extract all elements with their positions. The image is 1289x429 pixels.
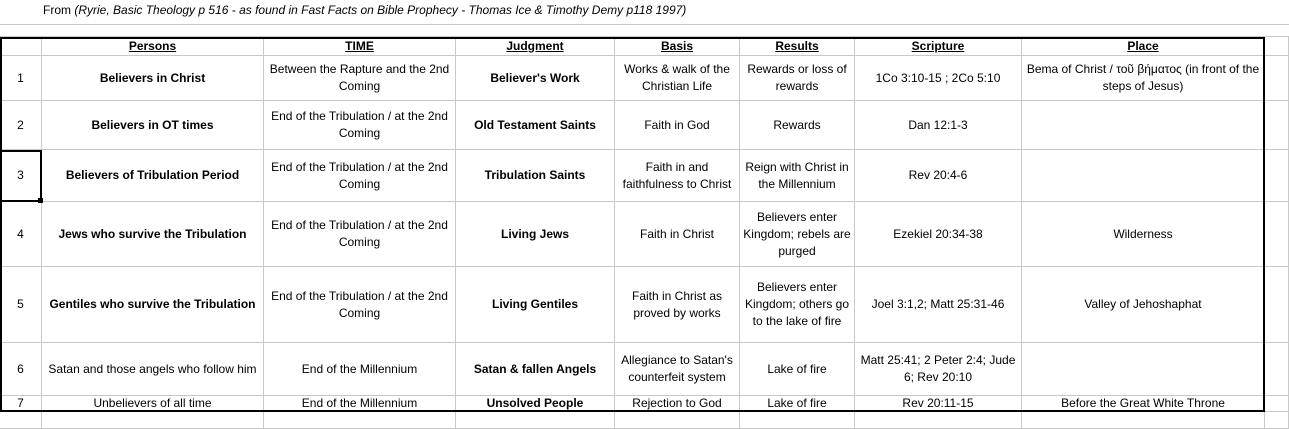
blank-row[interactable] — [0, 25, 1289, 37]
cell-n[interactable]: 6 — [0, 343, 42, 396]
cell-place[interactable]: Valley of Jehoshaphat — [1022, 267, 1265, 343]
empty-cell[interactable] — [1265, 267, 1289, 343]
cell-basis[interactable]: Faith in and faithfulness to Christ — [615, 150, 740, 202]
cell-persons[interactable]: Satan and those angels who follow him — [42, 343, 264, 396]
cell-n[interactable]: 4 — [0, 202, 42, 267]
cell-persons[interactable]: Believers in OT times — [42, 101, 264, 150]
cell-basis[interactable]: Works & walk of the Christian Life — [615, 56, 740, 101]
header-scripture[interactable]: Scripture — [855, 37, 1022, 56]
cell-scripture[interactable]: Dan 12:1-3 — [855, 101, 1022, 150]
cell-time[interactable]: End of the Tribulation / at the 2nd Coming — [264, 150, 456, 202]
cell-time[interactable]: End of the Millennium — [264, 396, 456, 412]
cell-place[interactable] — [1022, 150, 1265, 202]
empty-cell[interactable] — [855, 412, 1022, 429]
cell-time[interactable]: End of the Millennium — [264, 343, 456, 396]
fill-handle[interactable] — [38, 198, 43, 203]
cell-results[interactable]: Believers enter Kingdom; rebels are purged — [740, 202, 855, 267]
empty-cell[interactable] — [0, 412, 42, 429]
empty-cell[interactable] — [615, 412, 740, 429]
empty-cell[interactable] — [264, 412, 456, 429]
cell-judgment[interactable]: Unsolved People — [456, 396, 615, 412]
cell-judgment[interactable]: Old Testament Saints — [456, 101, 615, 150]
cell-results[interactable]: Rewards or loss of rewards — [740, 56, 855, 101]
header-cell-empty[interactable] — [1265, 37, 1289, 56]
empty-cell[interactable] — [1265, 343, 1289, 396]
header-judgment[interactable]: Judgment — [456, 37, 615, 56]
cell-basis[interactable]: Allegiance to Satan's counterfeit system — [615, 343, 740, 396]
cell-n[interactable]: 1 — [0, 56, 42, 101]
cell-persons[interactable]: Gentiles who survive the Tribulation — [42, 267, 264, 343]
empty-cell[interactable] — [42, 412, 264, 429]
cell-results[interactable]: Lake of fire — [740, 343, 855, 396]
header-place[interactable]: Place — [1022, 37, 1265, 56]
empty-cell[interactable] — [1265, 412, 1289, 429]
cell-results[interactable]: Lake of fire — [740, 396, 855, 412]
cell-n[interactable]: 3 — [0, 150, 42, 202]
header-persons[interactable]: Persons — [42, 37, 264, 56]
cell-n[interactable]: 7 — [0, 396, 42, 412]
cell-time[interactable]: Between the Rapture and the 2nd Coming — [264, 56, 456, 101]
cell-judgment[interactable]: Satan & fallen Angels — [456, 343, 615, 396]
cell-basis[interactable]: Faith in Christ — [615, 202, 740, 267]
cell-place[interactable]: Wilderness — [1022, 202, 1265, 267]
header-basis[interactable]: Basis — [615, 37, 740, 56]
cell-results[interactable]: Reign with Christ in the Millennium — [740, 150, 855, 202]
cell-time[interactable]: End of the Tribulation / at the 2nd Coming — [264, 267, 456, 343]
cell-scripture[interactable]: 1Co 3:10-15 ; 2Co 5:10 — [855, 56, 1022, 101]
cell-results[interactable]: Believers enter Kingdom; others go to the lake of fire — [740, 267, 855, 343]
cell-place[interactable] — [1022, 343, 1265, 396]
cell-n[interactable]: 2 — [0, 101, 42, 150]
header-cell-empty[interactable] — [0, 37, 42, 56]
cell-judgment[interactable]: Tribulation Saints — [456, 150, 615, 202]
empty-cell[interactable] — [456, 412, 615, 429]
title-row — [0, 0, 1289, 25]
cell-results[interactable]: Rewards — [740, 101, 855, 150]
cell-persons[interactable]: Jews who survive the Tribulation — [42, 202, 264, 267]
cell-scripture[interactable]: Ezekiel 20:34-38 — [855, 202, 1022, 267]
empty-cell[interactable] — [1265, 150, 1289, 202]
cell-persons[interactable]: Unbelievers of all time — [42, 396, 264, 412]
source-citation[interactable] — [43, 3, 686, 17]
header-time[interactable]: TIME — [264, 37, 456, 56]
cell-judgment[interactable]: Living Jews — [456, 202, 615, 267]
empty-cell[interactable] — [1265, 202, 1289, 267]
empty-cell[interactable] — [1265, 101, 1289, 150]
cell-judgment[interactable]: Believer's Work — [456, 56, 615, 101]
cell-n[interactable]: 5 — [0, 267, 42, 343]
empty-cell[interactable] — [1265, 56, 1289, 101]
cell-basis[interactable]: Faith in God — [615, 101, 740, 150]
cell-place[interactable]: Bema of Christ / τοῦ βήματος (in front of the steps of Jesus) — [1022, 56, 1265, 101]
cell-scripture[interactable]: Matt 25:41; 2 Peter 2:4; Jude 6; Rev 20:10 — [855, 343, 1022, 396]
header-results[interactable]: Results — [740, 37, 855, 56]
cell-place[interactable]: Before the Great White Throne — [1022, 396, 1265, 412]
cell-place[interactable] — [1022, 101, 1265, 150]
empty-cell[interactable] — [1265, 396, 1289, 412]
cell-judgment[interactable]: Living Gentiles — [456, 267, 615, 343]
cell-time[interactable]: End of the Tribulation / at the 2nd Coming — [264, 101, 456, 150]
cell-basis[interactable]: Faith in Christ as proved by works — [615, 267, 740, 343]
cell-persons[interactable]: Believers of Tribulation Period — [42, 150, 264, 202]
cell-scripture[interactable]: Joel 3:1,2; Matt 25:31-46 — [855, 267, 1022, 343]
empty-cell[interactable] — [1022, 412, 1265, 429]
cell-basis[interactable]: Rejection to God — [615, 396, 740, 412]
cell-scripture[interactable]: Rev 20:4-6 — [855, 150, 1022, 202]
source-prefix: From — [43, 3, 75, 17]
empty-cell[interactable] — [740, 412, 855, 429]
source-italic: (Ryrie, Basic Theology p 516 - as found in Fast Facts on Bible Prophecy - Thomas Ice & Timothy Demy p118 1997) — [74, 3, 687, 17]
cell-time[interactable]: End of the Tribulation / at the 2nd Coming — [264, 202, 456, 267]
cell-scripture[interactable]: Rev 20:11-15 — [855, 396, 1022, 412]
cell-persons[interactable]: Believers in Christ — [42, 56, 264, 101]
